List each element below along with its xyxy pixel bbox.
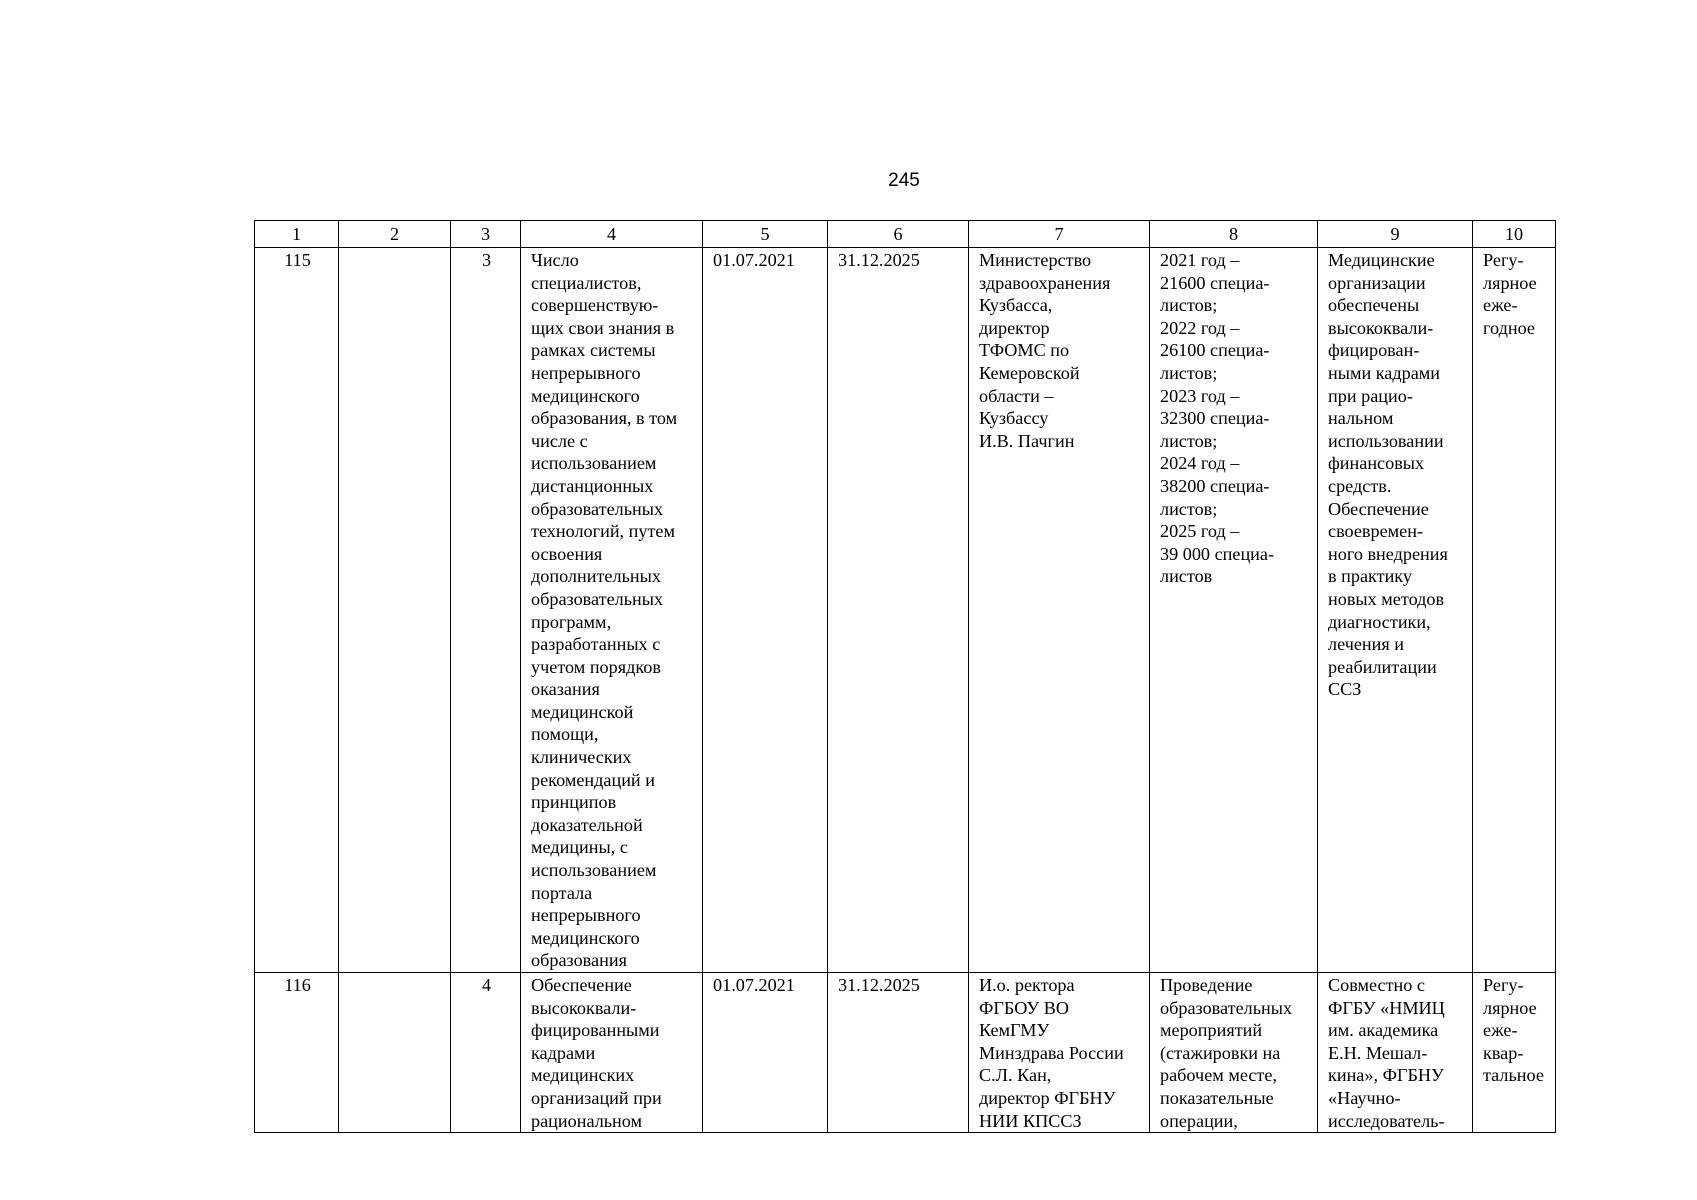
cell-text-line: организации: [1328, 272, 1426, 293]
cell-text-line: Регу-: [1483, 975, 1524, 995]
column-number: 5: [703, 221, 828, 248]
column-number: 9: [1318, 221, 1473, 248]
indicator-cell: [1150, 973, 1318, 1133]
description-cell: [521, 248, 703, 973]
cell-text-line: Минздрава России: [979, 1042, 1124, 1063]
item-number-cell: 3: [451, 248, 521, 973]
cell-text-line: рабочем месте,: [1160, 1065, 1277, 1086]
column-number: 4: [521, 221, 703, 248]
cell-text-line: годное: [1483, 317, 1535, 338]
cell-text-line: фицирован-: [1328, 340, 1420, 361]
cell-text-line: нальном: [1328, 408, 1394, 429]
cell-text-line: С.Л. Кан,: [979, 1065, 1052, 1086]
cell-text-line: Кузбасса,: [979, 295, 1053, 316]
column-number: 6: [828, 221, 969, 248]
cell-text-line: Е.Н. Мешал-: [1328, 1042, 1428, 1063]
cell-text-line: Кемеровской: [979, 362, 1080, 383]
cell-text-line: листов: [1160, 566, 1213, 587]
cell-text-line: медицинских: [531, 1065, 635, 1086]
cell-text-line: учетом порядков: [531, 656, 661, 677]
cell-text-line: дополнительных: [531, 566, 661, 587]
cell-text-line: высококвали-: [1328, 317, 1434, 338]
cell-text-line: 2021 год –: [1160, 250, 1240, 270]
page-number: 245: [888, 170, 920, 191]
cell-text-line: Обеспечение: [1328, 498, 1429, 519]
cell-text-line: рекомендаций и: [531, 769, 655, 790]
cell-text-line: здравоохранения: [979, 272, 1111, 293]
cell-text-line: операции,: [1160, 1110, 1238, 1131]
cell-text-line: директор: [979, 317, 1050, 338]
cell-text-line: ного внедрения: [1328, 543, 1448, 564]
cell-text-line: дистанционных: [531, 475, 654, 496]
cell-text-line: лярное: [1483, 997, 1537, 1018]
row-number-cell: 115: [255, 248, 339, 973]
cell-text-line: лярное: [1483, 272, 1537, 293]
cell-text-line: ными кадрами: [1328, 362, 1441, 383]
cell-text-line: в практику: [1328, 566, 1412, 587]
cell-text-line: Медицинские: [1328, 250, 1435, 270]
column-number: 3: [451, 221, 521, 248]
cell-text-line: использованием: [531, 453, 657, 474]
cell-text-line: ССЗ: [1328, 679, 1362, 700]
cell-text-line: образовательных: [531, 588, 664, 609]
cell-text-line: 21600 специа-: [1160, 272, 1270, 293]
empty-cell: [339, 973, 451, 1133]
cell-text-line: И.В. Пачгин: [979, 430, 1075, 451]
cell-text-line: доказательной: [531, 814, 643, 835]
cell-text-line: области –: [979, 385, 1054, 406]
cell-text-line: исследователь-: [1328, 1110, 1445, 1131]
cell-text-line: образования, в том: [531, 408, 678, 429]
cell-text-line: медицинского: [531, 385, 640, 406]
cell-text-line: Проведение: [1160, 975, 1253, 995]
end-date-cell: 31.12.2025: [828, 973, 969, 1133]
cell-text-line: образовательных: [531, 498, 664, 519]
cell-text-line: квар-: [1483, 1042, 1524, 1063]
cell-text-line: диагностики,: [1328, 611, 1431, 632]
cell-text-line: высококвали-: [531, 997, 637, 1018]
cell-text-line: «Научно-: [1328, 1087, 1401, 1108]
cell-text-line: медицины, с: [531, 837, 628, 858]
cell-text-line: организаций при: [531, 1087, 662, 1108]
cell-text-line: непрерывного: [531, 905, 641, 926]
end-date-cell: 31.12.2025: [828, 248, 969, 973]
cell-text-line: лечения и: [1328, 634, 1405, 655]
cell-text-line: при рацио-: [1328, 385, 1413, 406]
column-number: 7: [969, 221, 1150, 248]
cell-text-line: Обеспечение: [531, 975, 632, 995]
empty-cell: [339, 248, 451, 973]
table-row: [255, 248, 1556, 973]
start-date-cell: 01.07.2021: [703, 973, 828, 1133]
cell-text-line: 2025 год –: [1160, 521, 1240, 542]
cell-text-line: директор ФГБНУ: [979, 1087, 1116, 1108]
table-row: [255, 973, 1556, 1133]
frequency-cell: [1473, 973, 1556, 1133]
plan-table: [254, 220, 1556, 1133]
cell-text-line: 32300 специа-: [1160, 408, 1270, 429]
cell-text-line: Кузбассу: [979, 408, 1049, 429]
cell-text-line: реабилитации: [1328, 656, 1437, 677]
cell-text-line: КемГМУ: [979, 1020, 1050, 1041]
cell-text-line: Регу-: [1483, 250, 1524, 270]
start-date-cell: 01.07.2021: [703, 248, 828, 973]
cell-text-line: 39 000 специа-: [1160, 543, 1275, 564]
cell-text-line: И.о. ректора: [979, 975, 1075, 995]
cell-text-line: использованием: [531, 860, 657, 881]
cell-text-line: рациональном: [531, 1110, 643, 1131]
cell-text-line: образования: [531, 950, 627, 971]
cell-text-line: еже-: [1483, 1020, 1518, 1041]
responsible-cell: [969, 248, 1150, 973]
cell-text-line: технологий, путем: [531, 521, 676, 542]
column-number: 1: [255, 221, 339, 248]
cell-text-line: медицинской: [531, 701, 634, 722]
cell-text-line: щих свои знания в: [531, 317, 675, 338]
cell-text-line: показательные: [1160, 1087, 1274, 1108]
item-number-cell: 4: [451, 973, 521, 1133]
result-cell: [1318, 973, 1473, 1133]
cell-text-line: листов;: [1160, 295, 1218, 316]
cell-text-line: листов;: [1160, 430, 1218, 451]
cell-text-line: 26100 специа-: [1160, 340, 1270, 361]
cell-text-line: медицинского: [531, 927, 640, 948]
cell-text-line: освоения: [531, 543, 603, 564]
cell-text-line: клинических: [531, 747, 632, 768]
cell-text-line: ФГБОУ ВО: [979, 997, 1070, 1018]
cell-text-line: новых методов: [1328, 588, 1445, 609]
cell-text-line: обеспечены: [1328, 295, 1420, 316]
cell-text-line: финансовых: [1328, 453, 1425, 474]
cell-text-line: еже-: [1483, 295, 1518, 316]
cell-text-line: 2024 год –: [1160, 453, 1240, 474]
cell-text-line: НИИ КПССЗ: [979, 1110, 1082, 1131]
cell-text-line: 2022 год –: [1160, 317, 1240, 338]
responsible-cell: [969, 973, 1150, 1133]
cell-text-line: кина», ФГБНУ: [1328, 1065, 1444, 1086]
row-number-cell: 116: [255, 973, 339, 1133]
cell-text-line: мероприятий: [1160, 1020, 1263, 1041]
cell-text-line: им. академика: [1328, 1020, 1439, 1041]
cell-text-line: программ,: [531, 611, 612, 632]
indicator-cell: [1150, 248, 1318, 973]
result-cell: [1318, 248, 1473, 973]
cell-text-line: Число: [531, 250, 579, 270]
cell-text-line: Совместно с: [1328, 975, 1426, 995]
cell-text-line: числе с: [531, 430, 588, 451]
cell-text-line: рамках системы: [531, 340, 656, 361]
cell-text-line: (стажировки на: [1160, 1042, 1281, 1063]
column-number-row: [255, 221, 1556, 248]
column-number: 2: [339, 221, 451, 248]
cell-text-line: использовании: [1328, 430, 1444, 451]
cell-text-line: совершенствую-: [531, 295, 659, 316]
cell-text-line: фицированными: [531, 1020, 660, 1041]
cell-text-line: своевремен-: [1328, 521, 1424, 542]
cell-text-line: портала: [531, 882, 593, 903]
cell-text-line: непрерывного: [531, 362, 641, 383]
cell-text-line: оказания: [531, 679, 600, 700]
cell-text-line: специалистов,: [531, 272, 642, 293]
cell-text-line: принципов: [531, 792, 617, 813]
cell-text-line: кадрами: [531, 1042, 596, 1063]
cell-text-line: 38200 специа-: [1160, 475, 1270, 496]
cell-text-line: листов;: [1160, 362, 1218, 383]
cell-text-line: тальное: [1483, 1065, 1544, 1086]
cell-text-line: 2023 год –: [1160, 385, 1240, 406]
cell-text-line: листов;: [1160, 498, 1218, 519]
column-number: 8: [1150, 221, 1318, 248]
cell-text-line: Министерство: [979, 250, 1092, 270]
column-number: 10: [1473, 221, 1556, 248]
cell-text-line: ФГБУ «НМИЦ: [1328, 997, 1445, 1018]
description-cell: [521, 973, 703, 1133]
cell-text-line: ТФОМС по: [979, 340, 1070, 361]
cell-text-line: разработанных с: [531, 634, 661, 655]
cell-text-line: помощи,: [531, 724, 599, 745]
cell-text-line: образовательных: [1160, 997, 1293, 1018]
frequency-cell: [1473, 248, 1556, 973]
cell-text-line: средств.: [1328, 475, 1392, 496]
